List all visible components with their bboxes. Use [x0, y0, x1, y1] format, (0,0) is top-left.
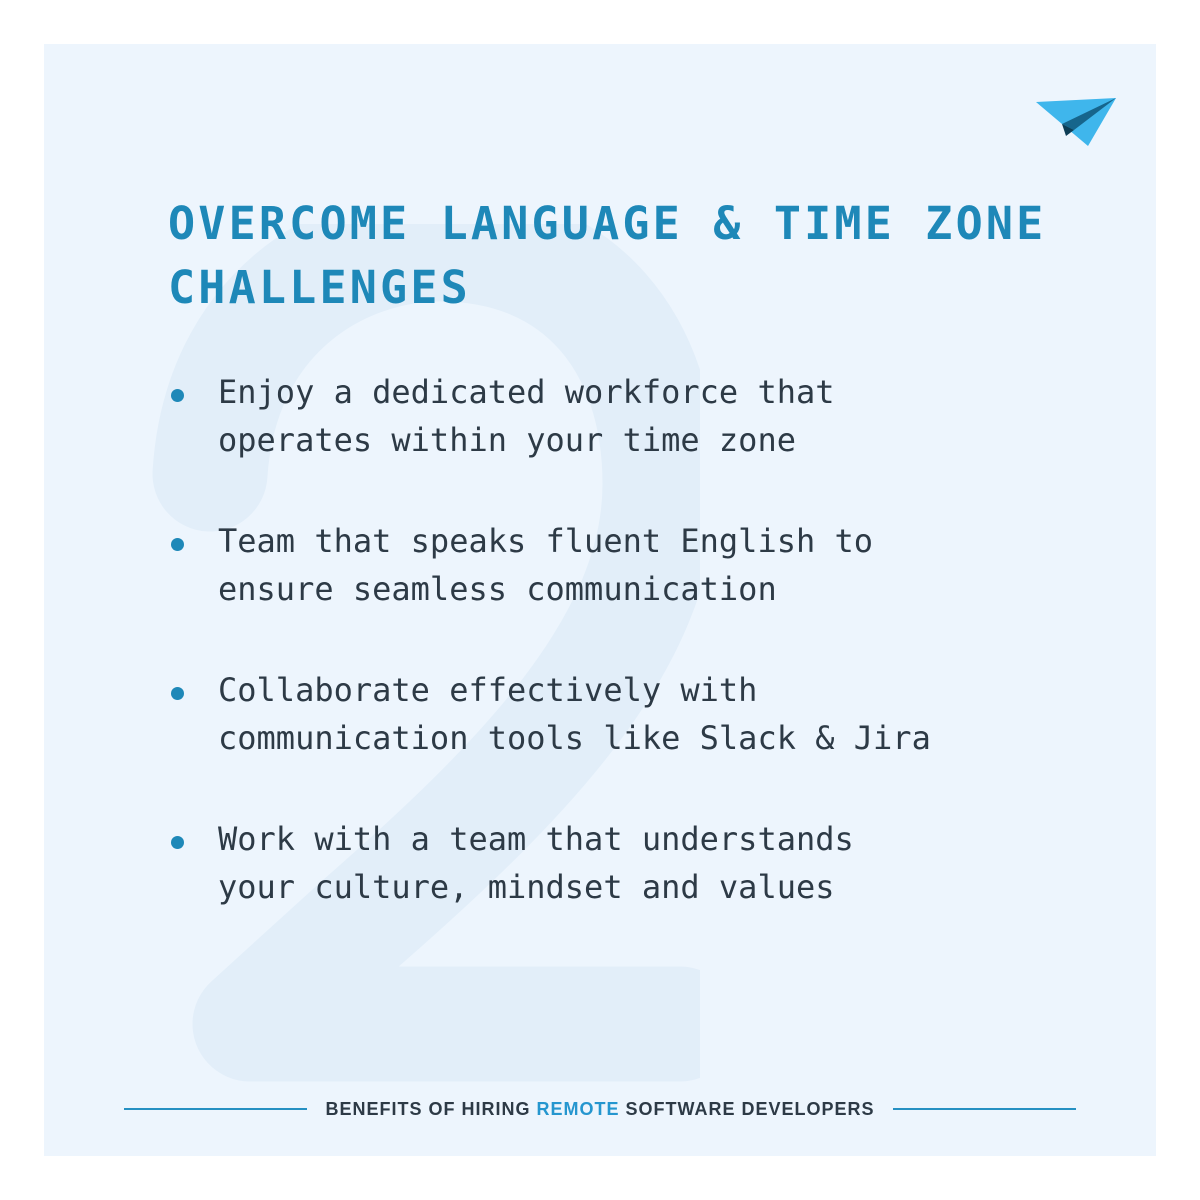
paper-plane-icon	[1036, 98, 1116, 150]
bullet-dot-icon	[171, 687, 184, 700]
list-item-text: Team that speaks fluent English to ensure seamless communication	[218, 522, 874, 608]
list-item-text: Enjoy a dedicated workforce that operates within your time zone	[218, 373, 835, 459]
footer-caption	[307, 1099, 892, 1120]
footer-rule-left	[124, 1108, 307, 1110]
bullet-dot-icon	[171, 538, 184, 551]
slide-card	[44, 44, 1156, 1156]
footer-caption-prefix: BENEFITS OF HIRING	[325, 1098, 537, 1119]
list-item-text: Collaborate effectively with communication tools like Slack & Jira	[218, 671, 931, 757]
bullet-dot-icon	[171, 389, 184, 402]
page-title: OVERCOME LANGUAGE & TIME ZONE CHALLENGES	[168, 197, 1047, 314]
footer-rule-right	[893, 1108, 1076, 1110]
list-item	[168, 517, 1128, 666]
list-item	[168, 666, 1128, 815]
list-item	[168, 368, 1128, 517]
footer-banner	[124, 1094, 1076, 1124]
benefit-list	[168, 368, 1128, 964]
list-item-text: Work with a team that understands your culture, mindset and values	[218, 820, 854, 906]
list-item	[168, 815, 1128, 964]
footer-caption-suffix: SOFTWARE DEVELOPERS	[619, 1098, 875, 1119]
bullet-dot-icon	[171, 836, 184, 849]
footer-caption-accent: REMOTE	[536, 1098, 620, 1119]
